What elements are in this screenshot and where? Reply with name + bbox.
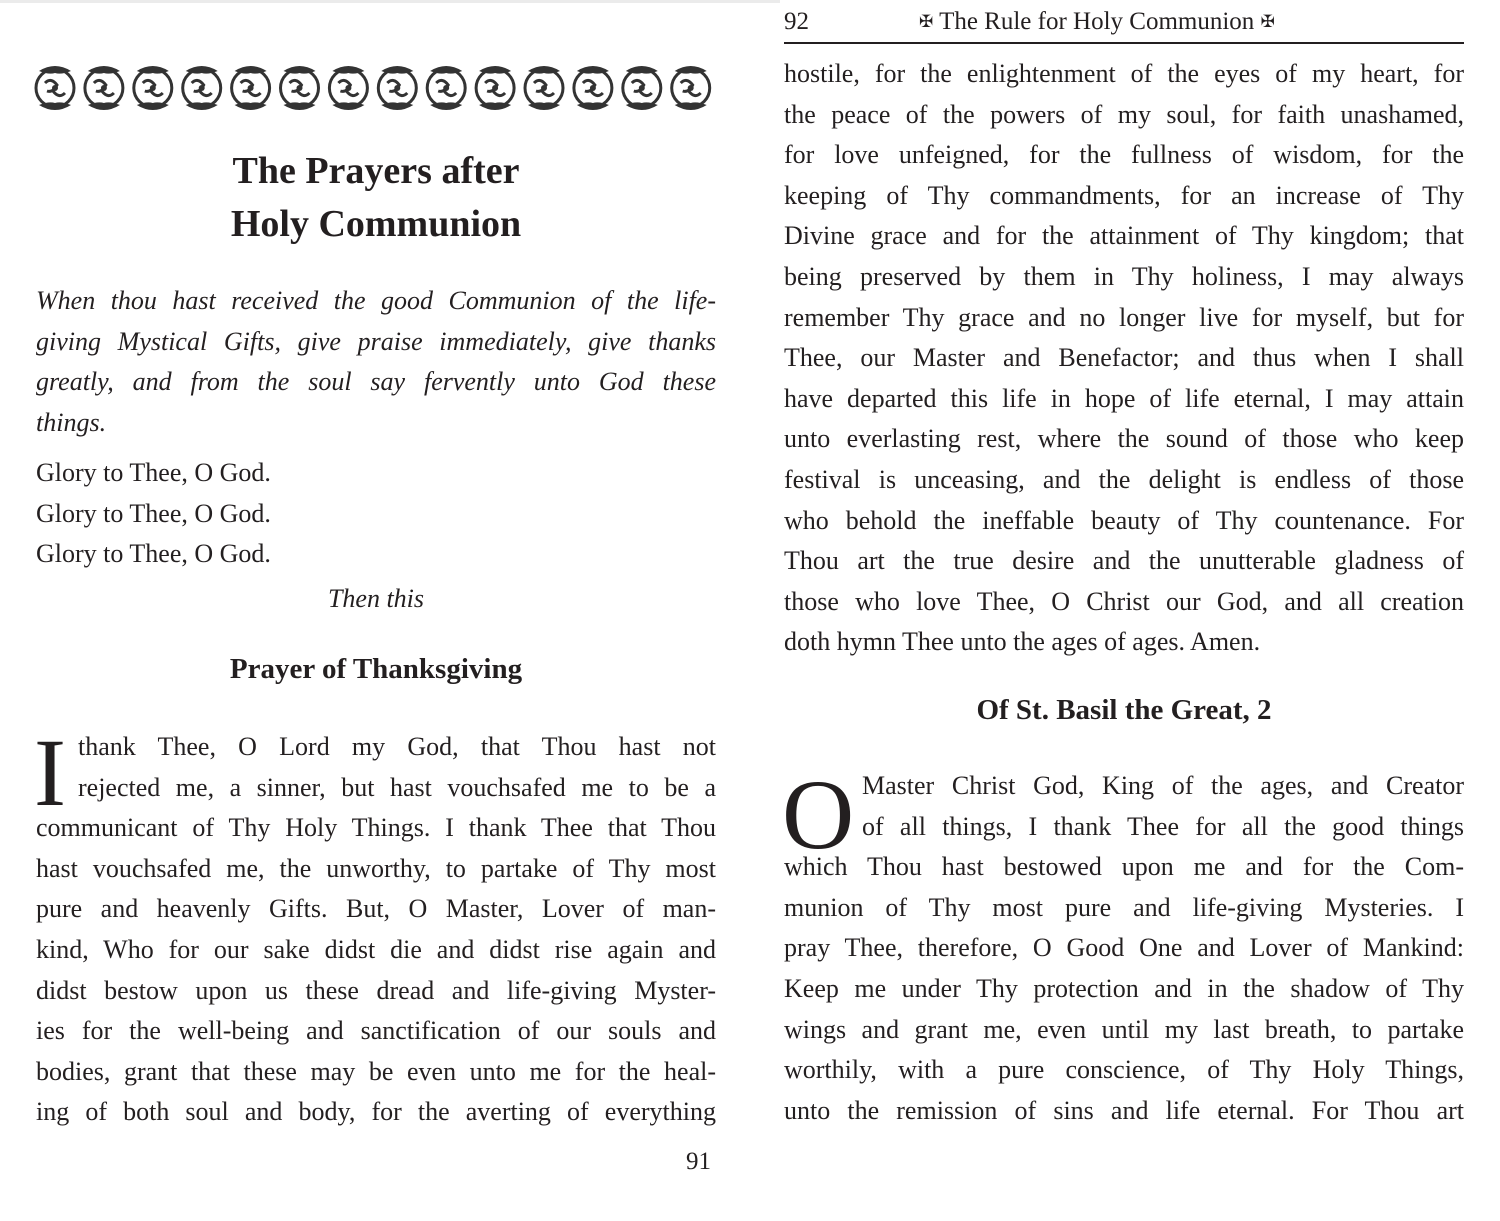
glory-line: Glory to Thee, O God. <box>36 539 271 568</box>
body-line: Thou art the true desire and the unutterable gladness of <box>784 546 1464 576</box>
rubric-instruction <box>36 281 716 443</box>
body-line: wings and grant me, even until my last breath, to partake <box>784 1014 1464 1044</box>
body-line: Thee, our Master and Benefactor; and thus when I shall <box>784 343 1464 373</box>
body-line: bodies, grant that these may be even unto me for the heal- <box>36 1056 716 1086</box>
glory-line: Glory to Thee, O God. <box>36 498 271 528</box>
body-line: unto everlasting rest, where the sound of those who keep <box>784 424 1464 454</box>
ornament-motif-icon <box>427 66 465 110</box>
body-line: thank Thee, O Lord my God, that Thou hast not <box>78 732 716 761</box>
body-line: Divine grace and for the attainment of Thy kingdom; that <box>784 221 1464 251</box>
body-line: festival is unceasing, and the delight is endless of those <box>784 464 1464 494</box>
body-line: hostile, for the enlightenment of the eyes of my heart, for <box>784 59 1464 88</box>
ornament-motif-icon <box>36 66 74 110</box>
rubric-line: giving Mystical Gifts, give praise immediately, give thanks <box>36 326 716 356</box>
body-line: munion of Thy most pure and life-giving Mysteries. I <box>784 892 1464 922</box>
ornament-motif-icon <box>672 66 710 110</box>
body-line: for love unfeigned, for the fullness of wisdom, for the <box>784 140 1464 170</box>
body-line: kind, Who for our sake didst die and didst rise again and <box>36 934 716 964</box>
ornament-motif-icon <box>134 66 172 110</box>
ornament-motif-icon <box>623 66 661 110</box>
maltese-cross-icon: ✠ <box>919 12 934 31</box>
continued-prayer-body <box>784 54 1464 663</box>
chapter-title-line2: Holy Communion <box>230 203 522 245</box>
prayer-body <box>782 759 1464 1131</box>
body-line: keeping of Thy commandments, for an increase of Thy <box>784 180 1464 210</box>
body-line: of all things, I thank Thee for all the good things <box>862 811 1464 841</box>
body-line: hast vouchsafed me, the unworthy, to partake of Thy most <box>36 853 716 883</box>
section-heading: Prayer of Thanksgiving <box>229 653 523 685</box>
ornament-motif-icon <box>183 66 221 110</box>
ornament-motif-icon <box>476 66 514 110</box>
body-line: ing of both soul and body, for the averting of everything <box>36 1097 716 1127</box>
ornament-motif-icon <box>329 66 367 110</box>
prayer-body <box>34 719 716 1133</box>
ornament-border-icon <box>31 63 716 113</box>
then-this-rubric: Then this <box>327 584 425 613</box>
body-line: unto the remission of sins and life eternal. For Thou art <box>784 1095 1464 1125</box>
page-number: 91 <box>686 1148 711 1175</box>
ornament-motif-icon <box>281 66 319 110</box>
glory-line: Glory to Thee, O God. <box>36 458 271 487</box>
body-line: who behold the ineffable beauty of Thy countenance. For <box>784 505 1464 535</box>
chapter-title-line1: The Prayers after <box>232 150 520 192</box>
body-line: communicant of Thy Holy Things. I thank Thee that Thou <box>36 813 716 843</box>
chapter-title <box>36 145 716 251</box>
body-line: rejected me, a sinner, but hast vouchsafed me to be a <box>78 772 716 802</box>
ornament-motif-icon <box>574 66 612 110</box>
rubric-line: greatly, and from the soul say fervently unto God these <box>36 367 716 397</box>
body-line: ies for the well-being and sanctification of our souls and <box>36 1016 716 1046</box>
body-line: worthily, with a pure conscience, of Thy Holy Things, <box>784 1055 1464 1085</box>
running-header <box>784 4 1464 44</box>
rubric-line: When thou hast received the good Communion of the life- <box>36 286 716 315</box>
section-heading: Of St. Basil the Great, 2 <box>976 694 1272 726</box>
drop-cap: O <box>782 759 855 870</box>
ornament-motif-icon <box>525 66 563 110</box>
drop-cap: I <box>34 719 66 826</box>
body-line: pray Thee, therefore, O Good One and Lover of Mankind: <box>784 933 1464 963</box>
body-line: pure and heavenly Gifts. But, O Master, Lover of man- <box>36 894 716 924</box>
ornament-motif-icon <box>85 66 123 110</box>
ornament-motif-icon <box>232 66 270 110</box>
body-line: remember Thy grace and no longer live for myself, but for <box>784 302 1464 332</box>
body-line: doth hymn Thee unto the ages of ages. Amen. <box>784 627 1261 657</box>
body-line: those who love Thee, O Christ our God, and all creation <box>784 586 1464 616</box>
body-line: didst bestow upon us these dread and life-giving Myster- <box>36 975 716 1005</box>
body-line: Keep me under Thy protection and in the shadow of Thy <box>784 973 1464 1003</box>
body-line: have departed this life in hope of life eternal, I may attain <box>784 383 1464 413</box>
running-header-text: The Rule for Holy Communion <box>939 8 1255 35</box>
maltese-cross-icon: ✠ <box>1260 12 1275 31</box>
page-number: 92 <box>784 8 809 35</box>
rubric-line: things. <box>36 407 107 437</box>
ornament-motif-icon <box>378 66 416 110</box>
body-line: the peace of the powers of my soul, for faith unashamed, <box>784 99 1464 129</box>
glory-verses <box>36 453 271 575</box>
body-line: being preserved by them in Thy holiness, I may always <box>784 261 1464 291</box>
running-header-title <box>919 8 1275 36</box>
body-line: which Thou hast bestowed upon me and for the Com- <box>784 852 1464 882</box>
body-line: Master Christ God, King of the ages, and Creator <box>862 771 1464 800</box>
